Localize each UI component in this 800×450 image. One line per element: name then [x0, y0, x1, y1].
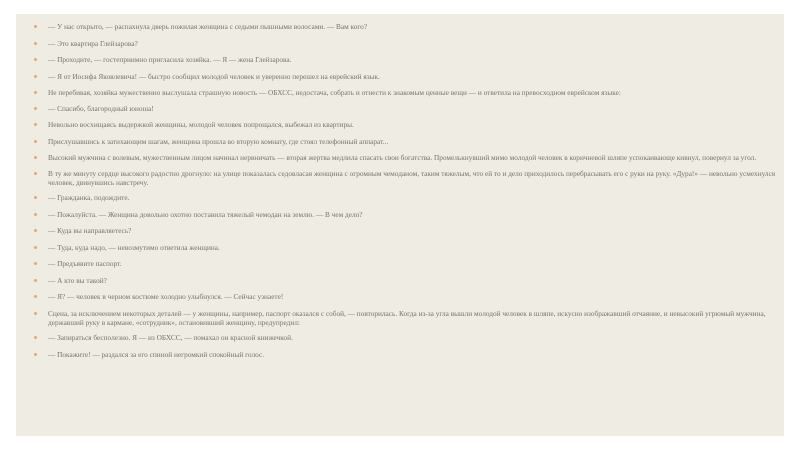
paragraph: Не перебивая, хозяйка мужественно выслушала страшную новость — ОБХСС, недостача, собрать и отнести к знакомым ценные вещи — и ответила на превосходном еврейском языке:: [32, 88, 778, 97]
paragraph: — Я? — человек в черном костюме холодно улыбнулся. — Сейчас узнаете!: [32, 292, 778, 301]
paragraph: — Запираться бесполезно. Я — из ОБХСС, — помахал он красной книжечкой.: [32, 333, 778, 342]
paragraph: Сцена, за исключением некоторых деталей — у женщины, например, паспорт оказался с собой, — повторилась. Когда из-за угла вышли молодой человек в шляпе, искусно изображавший отчаяние, и невысокий угрюмый мужчина, державший руку в кармане, «сотрудник», остановивший женщину, предупредил:: [32, 309, 778, 327]
paragraph: — Гражданка, подождите.: [32, 193, 778, 202]
paragraph: Высокий мужчина с волевым, мужественным лицом начинал нервничать — вторая жертва медлила спасать свои богатства. Промелькнувший мимо молодой человек в коричневой шляпе успокаивающе кивнул, повернул за угол.: [32, 153, 778, 162]
paragraph: — У нас открыто, — распахнула дверь пожилая женщина с седыми пышными волосами. — Вам кого?: [32, 22, 778, 31]
paragraph: Прислушавшись к затихающим шагам, женщина прошла во вторую комнату, где стоял телефонный аппарат...: [32, 137, 778, 146]
paragraph: — Покажите! — раздался за его спиной негромкий спокойный голос.: [32, 350, 778, 359]
paragraph: В ту же минуту сердце высокого радостно дрогнуло: на улице показалась седовласая женщина с огромным чемоданом, таким тяжелым, что ей то и дело приходилось перебрасывать его с руки на руку. «Дура!» — невольно усмехнулся человек, двинувшись навстречу.: [32, 169, 778, 187]
paragraph: — Проходите, — гостеприимно пригласила хозяйка. — Я — жена Глейзарова.: [32, 55, 778, 64]
paragraph: — Пожалуйста. — Женщина довольно охотно поставила тяжелый чемодан на землю. — В чем дело?: [32, 210, 778, 219]
paragraph: — Куда вы направляетесь?: [32, 226, 778, 235]
slide: [16, 14, 784, 436]
text-content: [32, 22, 778, 366]
paragraph: — Я от Иосифа Яковлевича! — быстро сообщил молодой человек и уверенно перешел на еврейский язык.: [32, 72, 778, 81]
paragraph: — Туда, куда надо, — невозмутимо ответила женщина.: [32, 243, 778, 252]
paragraph: — А кто вы такой?: [32, 276, 778, 285]
paragraph: — Предъявите паспорт.: [32, 259, 778, 268]
paragraph: Невольно восхищаясь выдержкой женщины, молодой человек попрощался, выбежал из квартиры.: [32, 120, 778, 129]
paragraph: — Спасибо, благородный юноша!: [32, 104, 778, 113]
paragraph: — Это квартира Глейзарова?: [32, 39, 778, 48]
